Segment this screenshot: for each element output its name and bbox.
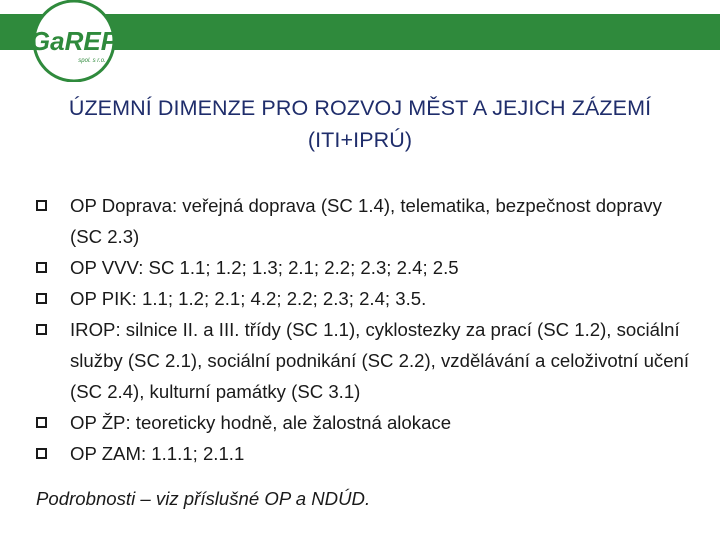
list-item <box>36 314 696 407</box>
checkbox-bullet-icon <box>36 200 47 211</box>
garep-logo-graphic <box>18 0 130 82</box>
list-item <box>36 438 696 469</box>
list-item <box>36 252 696 283</box>
page-title-line1: ÚZEMNÍ DIMENZE PRO ROZVOJ MĚST A JEJICH ZÁZEMÍ <box>68 96 652 120</box>
footnote: Podrobnosti – viz příslušné OP a NDÚD. <box>36 488 371 509</box>
bullet-list <box>36 190 696 469</box>
list-item-text: OP Doprava: veřejná doprava (SC 1.4), telematika, bezpečnost dopravy (SC 2.3) <box>70 195 662 247</box>
list-item <box>36 407 696 438</box>
checkbox-bullet-icon <box>36 324 47 335</box>
logo-subtitle-text: spol. s r.o. <box>78 58 106 64</box>
list-item-text: OP ŽP: teoreticky hodně, ale žalostná alokace <box>70 412 452 433</box>
garep-logo <box>18 0 130 82</box>
logo-brand-text: GaREP <box>29 26 119 56</box>
checkbox-bullet-icon <box>36 293 47 304</box>
list-item <box>36 190 696 252</box>
checkbox-bullet-icon <box>36 417 47 428</box>
checkbox-bullet-icon <box>36 262 47 273</box>
list-item <box>36 283 696 314</box>
checkbox-bullet-icon <box>36 448 47 459</box>
list-item-text: IROP: silnice II. a III. třídy (SC 1.1), cyklostezky za prací (SC 1.2), sociální služby (SC 2.1), sociální podnikání (SC 2.2), vzdělávání a celoživotní učení (SC 2.4), kulturní památky (SC 3.1) <box>70 319 690 402</box>
page-title <box>0 92 720 156</box>
list-item-text: OP ZAM: 1.1.1; 2.1.1 <box>70 443 245 464</box>
list-item-text: OP VVV: SC 1.1; 1.2; 1.3; 2.1; 2.2; 2.3; 2.4; 2.5 <box>70 257 459 278</box>
list-item-text: OP PIK: 1.1; 1.2; 2.1; 4.2; 2.2; 2.3; 2.4; 3.5. <box>70 288 427 309</box>
page-title-line2: (ITI+IPRÚ) <box>307 128 413 152</box>
